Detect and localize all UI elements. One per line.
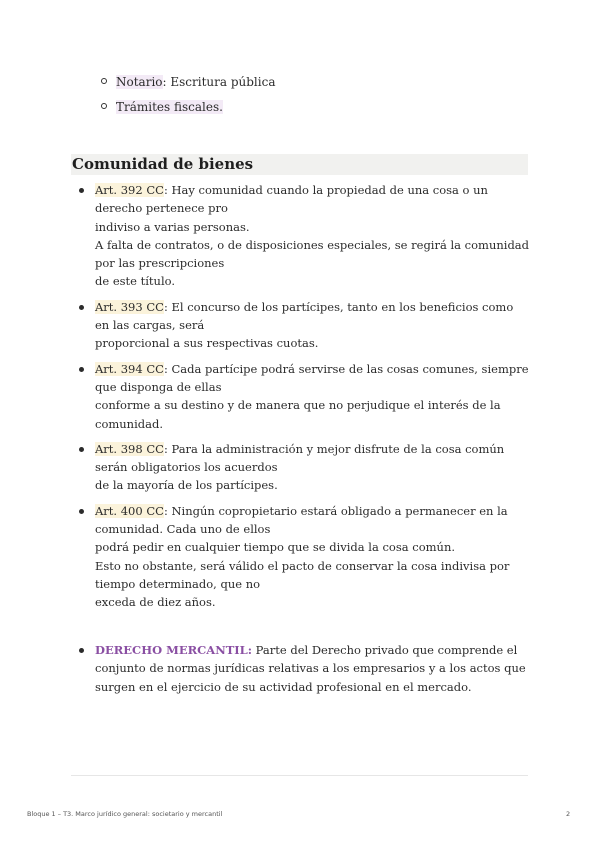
article-label: Art. 398 CC [95,441,164,456]
article-line: indiviso a varias personas. [95,219,250,234]
article-line: de este título. [95,274,175,289]
sub-item-label: Trámites fiscales. [116,100,223,114]
circle-bullet-icon [101,78,107,84]
sub-item-notario [100,73,520,98]
article-line [95,502,530,539]
article-line: proporcional a sus respectivas cuotas. [95,336,319,351]
article-398 [78,440,530,495]
divider [71,775,528,776]
article-label: Art. 400 CC [95,503,164,518]
circle-bullet-icon [101,103,107,109]
article-line: podrá pedir en cualquier tiempo que se divida la cosa común. [95,540,456,555]
sub-item-tramites [100,98,520,123]
bullet-icon [79,367,84,372]
section-heading: Comunidad de bienes [71,154,528,175]
article-line [95,440,530,477]
bullet-icon [79,447,84,452]
sub-list [100,73,520,123]
article-text: : Ningún copropietario estará obligado a permanecer en la comunidad. Cada uno de ellos [95,503,508,537]
article-line [95,181,530,218]
article-line: conforme a su destino y de manera que no perjudique el interés de la comunidad. [95,398,501,431]
bullet-icon [79,305,84,310]
article-400 [78,502,530,612]
bullet-icon [79,188,84,193]
article-393 [78,298,530,353]
article-label: Art. 393 CC [95,299,164,314]
mercantil-item [78,641,530,696]
article-line: Esto no obstante, será válido el pacto de conservar la cosa indivisa por tiempo determinado, que no [95,558,510,591]
article-line: A falta de contratos, o de disposiciones especiales, se regirá la comunidad por las prescripciones [95,237,530,271]
article-text: : Hay comunidad cuando la propiedad de una cosa o un derecho pertenece pro [95,183,488,216]
sub-item-label: Notario [116,75,163,89]
article-392 [78,181,530,291]
article-394 [78,360,530,433]
mercantil-paragraph [95,641,530,696]
article-label: Art. 392 CC [95,183,164,197]
article-text: : El concurso de los partícipes, tanto en los beneficios como en las cargas, será [95,299,514,333]
footer-title: Bloque 1 – T3. Marco jurídico general: societario y mercantil [27,810,223,818]
page-number: 2 [566,810,571,818]
article-list [78,181,530,619]
sub-item-text: : Escritura pública [162,75,276,89]
bullet-icon [79,648,84,653]
mercantil-text: Parte del Derecho privado que comprende el conjunto de normas jurídicas relativas a los empresarios y a los actos que surgen en el ejercicio de su actividad profesional en el mercado. [95,643,526,694]
article-line [95,298,530,335]
article-text: : Para la administración y mejor disfrute de la cosa común serán obligatorios los acuerdos [95,441,505,475]
mercantil-definition [78,641,530,703]
article-label: Art. 394 CC [95,361,164,376]
article-line: de la mayoría de los partícipes. [95,478,278,493]
bullet-icon [79,509,84,514]
article-line: exceda de diez años. [95,595,216,610]
mercantil-label: DERECHO MERCANTIL: [95,643,253,657]
article-line [95,360,530,397]
article-text: : Cada partícipe podrá servirse de las cosas comunes, siempre que disponga de ellas [95,361,529,394]
